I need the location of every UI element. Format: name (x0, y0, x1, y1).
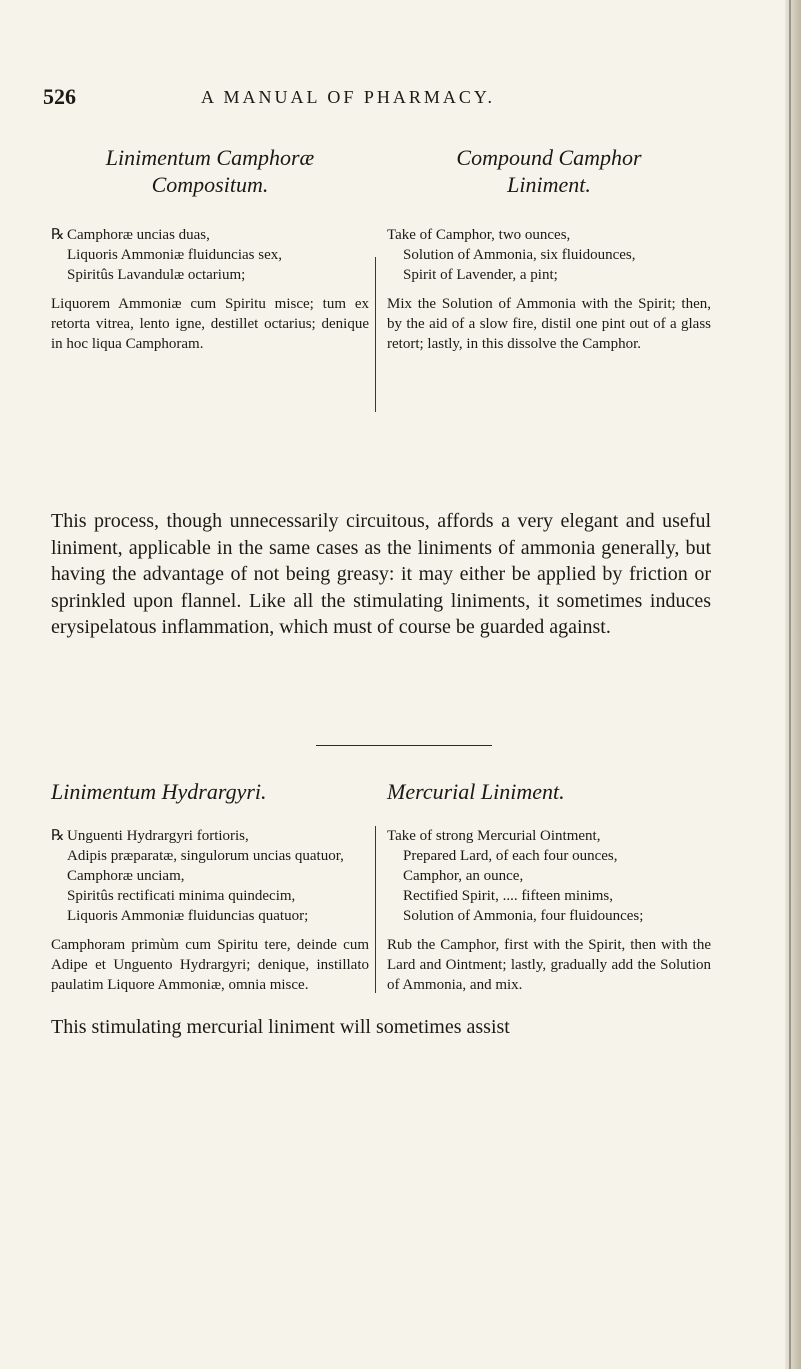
section1-latin-title-line1: Linimentum Camphoræ (105, 145, 315, 170)
ingredient-item: Solution of Ammonia, six fluidounces, (403, 247, 636, 263)
page-edge (785, 0, 801, 1369)
section1-english-recipe (387, 225, 711, 354)
ingredient-item: Adipis præparatæ, singulorum uncias quatuor, (67, 848, 344, 864)
ingredient-item: Spirit of Lavender, a pint; (403, 267, 558, 283)
ingredient-item: Take of strong Mercurial Ointment, (387, 828, 601, 844)
ingredient-item: Spiritûs Lavandulæ octarium; (67, 267, 246, 283)
section2-latin-recipe (51, 826, 369, 995)
ingredient-item: Liquoris Ammoniæ fluiduncias quatuor; (67, 908, 309, 924)
section1-english-title-line2: Liniment. (507, 172, 591, 197)
ingredient-item: Prepared Lard, of each four ounces, (403, 848, 618, 864)
recipe-symbol: ℞ (51, 828, 65, 844)
ingredient-item: Solution of Ammonia, four fluidounces; (403, 908, 644, 924)
column-divider (375, 257, 376, 412)
ingredient-text: Unguenti Hydrargyri fortioris, (67, 828, 249, 844)
section1-english-column (387, 144, 711, 354)
section1-latin-recipe (51, 225, 369, 354)
section2-english-column (387, 778, 711, 995)
section1-english-title (387, 144, 711, 198)
section-separator (316, 745, 492, 746)
page-number: 526 (43, 84, 76, 109)
section1-english-direction: Mix the Solution of Ammonia with the Spirit; then, by the aid of a slow fire, distil one pint out of a glass retort; lastly, in this dissolve the Camphor. (387, 296, 711, 352)
page-edge-shadow (789, 0, 791, 1369)
page-header (43, 84, 783, 114)
running-head: A MANUAL OF PHARMACY. (201, 87, 496, 107)
section2-english-direction: Rub the Camphor, first with the Spirit, then with the Lard and Ointment; lastly, gradually add the Solution of Ammonia, and mix. (387, 937, 711, 993)
section1-latin-title-line2: Compositum. (151, 172, 269, 197)
section1-latin-direction: Liquorem Ammoniæ cum Spiritu misce; tum ex retorta vitrea, lento igne, destillet octarius; denique in hoc liqua Camphoram. (51, 296, 369, 352)
commentary-paragraph: This process, though unnecessarily circuitous, affords a very elegant and useful liniment, applicable in the same cases as the liniments of ammonia generally, but having the advantage of not being greasy: it may either be applied by friction or sprinkled upon flannel. Like all the stimulating liniments, it sometimes induces erysipelatous inflammation, which must of course be guarded against. (51, 510, 711, 638)
section2-english-recipe (387, 826, 711, 995)
section1-english-title-line1: Compound Camphor (456, 145, 642, 170)
section2-latin-title: Linimentum Hydrargyri. (51, 779, 267, 804)
ingredient-item (51, 826, 369, 846)
section2-english-title: Mercurial Liniment. (387, 779, 565, 804)
column-divider (375, 826, 376, 993)
recipe-symbol: ℞ (51, 227, 65, 243)
section2-latin-column (51, 778, 369, 995)
section1-latin-column (51, 144, 369, 354)
ingredient-item (51, 225, 369, 245)
continuation-text: This stimulating mercurial liniment will sometimes assist (51, 1016, 510, 1038)
ingredient-item: Camphoræ unciam, (67, 868, 185, 884)
ingredient-item: Spiritûs rectificati minima quindecim, (67, 888, 296, 904)
ingredient-item: Rectified Spirit, .... fifteen minims, (403, 888, 613, 904)
section1-latin-title (51, 144, 369, 198)
ingredient-item: Liquoris Ammoniæ fluiduncias sex, (67, 247, 282, 263)
ingredient-item: Camphor, an ounce, (403, 868, 524, 884)
section2-latin-direction: Camphoram primùm cum Spiritu tere, deinde cum Adipe et Unguento Hydrargyri; denique, instillato paulatim Liquore Ammoniæ, omnia misce. (51, 937, 369, 993)
ingredient-text: Camphoræ uncias duas, (67, 227, 210, 243)
ingredient-item: Take of Camphor, two ounces, (387, 227, 571, 243)
